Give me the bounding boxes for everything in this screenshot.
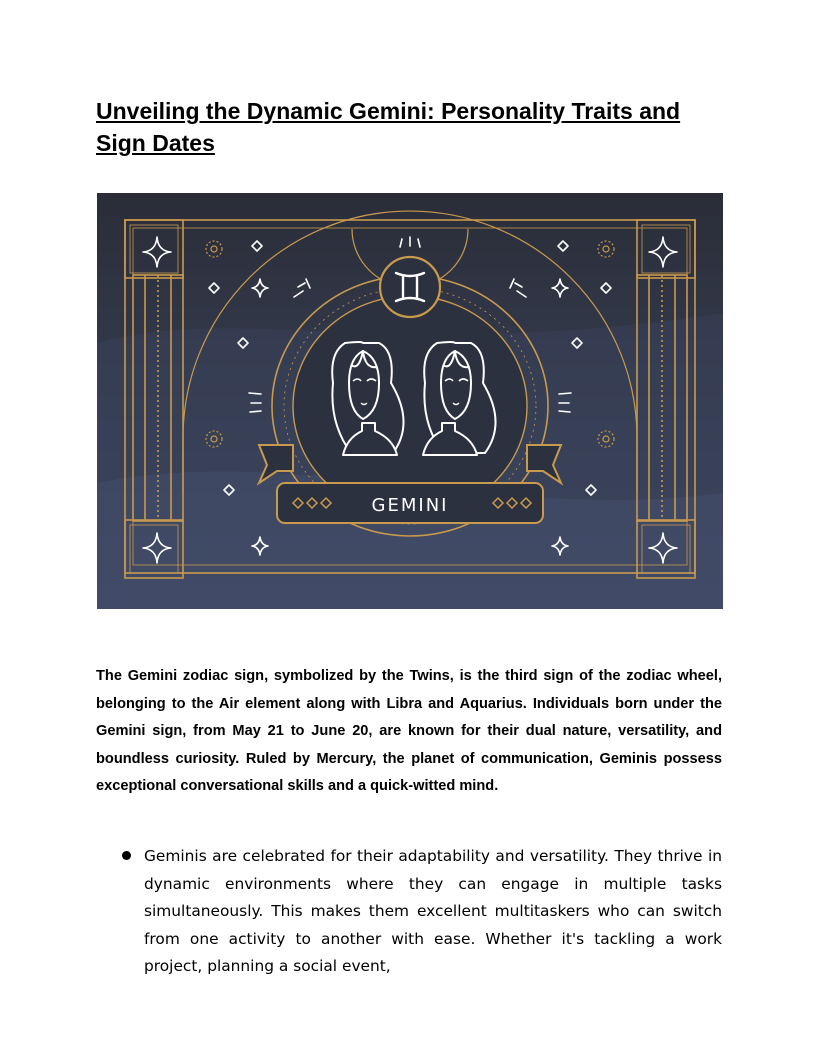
page-title: Unveiling the Dynamic Gemini: Personality Traits and Sign Dates [96, 98, 681, 156]
banner-label: GEMINI [371, 495, 449, 516]
gemini-zodiac-illustration [97, 193, 723, 609]
list-item-text: Geminis are celebrated for their adaptability and versatility. They thrive in dynamic environments where they can engage in multiple tasks simultaneously. This makes them excellent multitaskers who can switch from one activity to another with ease. Whether it's tackling a work project, planning a social event, [144, 847, 722, 975]
intro-paragraph: The Gemini zodiac sign, symbolized by the Twins, is the third sign of the zodiac wheel, belonging to the Air element along with Libra and Aquarius. Individuals born under the Gemini sign, from May 21 to June 20, are known for their dual nature, versatility, and boundless curiosity. Ruled by Mercury, the planet of communication, Geminis possess exceptional conversational skills and a quick-witted mind. [96, 668, 722, 794]
bullet-icon [122, 851, 131, 860]
list-item [120, 843, 722, 981]
bullet-list [120, 843, 722, 981]
